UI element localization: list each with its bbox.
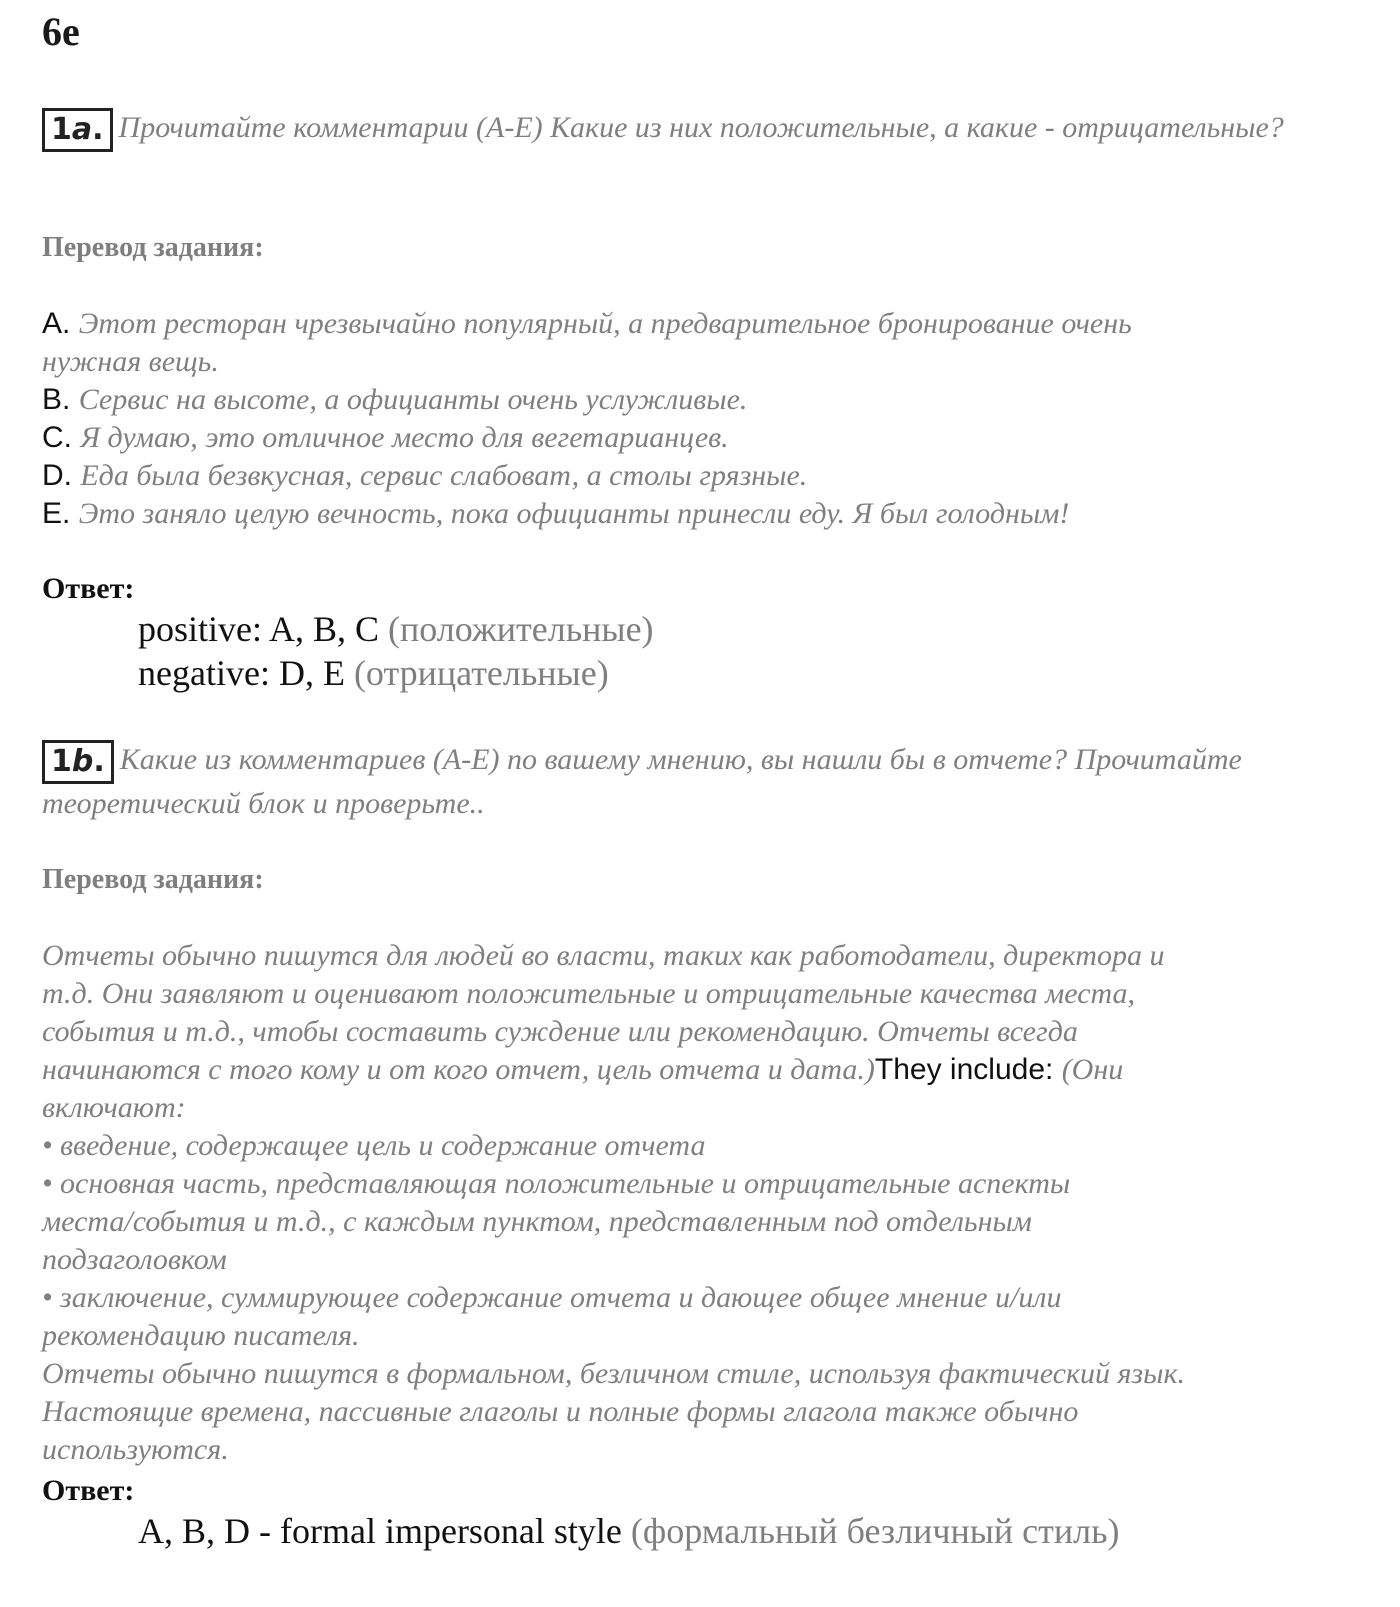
- task-1a-number-badge: 1a.: [42, 108, 113, 152]
- comment-item-a-continued: нужная вещь.: [42, 345, 219, 378]
- task-1b-instruction: [42, 740, 1362, 824]
- task-1a-answer-positive: positive: A, B, C (положительные): [138, 609, 654, 649]
- translation-line: Отчеты обычно пишутся в формальном, безличном стиле, используя фактический язык.: [42, 1357, 1185, 1390]
- translation-line: подзаголовком: [42, 1243, 227, 1276]
- comment-item-a: A. Этот ресторан чрезвычайно популярный, а предварительное бронирование очень: [42, 307, 1132, 340]
- translation-bullet: • основная часть, представляющая положительные и отрицательные аспекты: [42, 1167, 1071, 1200]
- translation-line: т.д. Они заявляют и оценивают положительные и отрицательные качества места,: [42, 977, 1136, 1010]
- comment-item-c: C. Я думаю, это отличное место для вегетарианцев.: [42, 421, 729, 454]
- page-title: 6e: [42, 9, 80, 54]
- task-1a-instruction-text: Прочитайте комментарии (A-E) Какие из них положительные, а какие - отрицательные?: [118, 111, 1284, 144]
- comment-item-d: D. Еда была безвкусная, сервис слабоват, а столы грязные.: [42, 459, 808, 492]
- translation-line: события и т.д., чтобы составить суждение или рекомендацию. Отчеты всегда: [42, 1015, 1078, 1048]
- task-1a-answer-negative: negative: D, E (отрицательные): [138, 653, 609, 693]
- task-1b-number-badge: 1b.: [42, 740, 114, 784]
- translation-line: рекомендацию писателя.: [42, 1319, 360, 1352]
- translation-line: включают:: [42, 1091, 186, 1124]
- task-1b-answer: A, B, D - formal impersonal style (формальный безличный стиль): [138, 1511, 1120, 1551]
- translation-bullet: • заключение, суммирующее содержание отчета и дающее общее мнение и/или: [42, 1281, 1062, 1314]
- comment-item-e: E. Это заняло целую вечность, пока официанты принесли еду. Я был голодным!: [42, 497, 1070, 530]
- translation-bullet: • введение, содержащее цель и содержание отчета: [42, 1129, 706, 1162]
- task-1a-answer-label: Ответ:: [42, 572, 135, 605]
- task-1b-translation-text: [42, 937, 1372, 1469]
- comment-item-b: B. Сервис на высоте, а официанты очень услужливые.: [42, 383, 748, 416]
- translation-line: Настоящие времена, пассивные глаголы и полные формы глагола также обычно: [42, 1395, 1079, 1428]
- translation-line: места/события и т.д., с каждым пунктом, представленным под отдельным: [42, 1205, 1032, 1238]
- task-1a-instruction: [42, 108, 1362, 152]
- task-1b-translation-heading: Перевод задания:: [42, 864, 264, 895]
- translation-line: используются.: [42, 1433, 229, 1466]
- task-1a-translation-heading: Перевод задания:: [42, 232, 264, 263]
- task-1a-comments-list: [42, 305, 1372, 533]
- translation-line: начинаются с того кому и от кого отчет, цель отчета и дата.)They include: (Они: [42, 1053, 1124, 1086]
- translation-line: Отчеты обычно пишутся для людей во власти, таких как работодатели, директора и: [42, 939, 1165, 972]
- task-1b-instruction-text: Какие из комментариев (A-E) по вашему мнению, вы нашли бы в отчете? Прочитайте теоретический блок и проверьте..: [42, 743, 1242, 820]
- task-1b-answer-label: Ответ:: [42, 1474, 135, 1507]
